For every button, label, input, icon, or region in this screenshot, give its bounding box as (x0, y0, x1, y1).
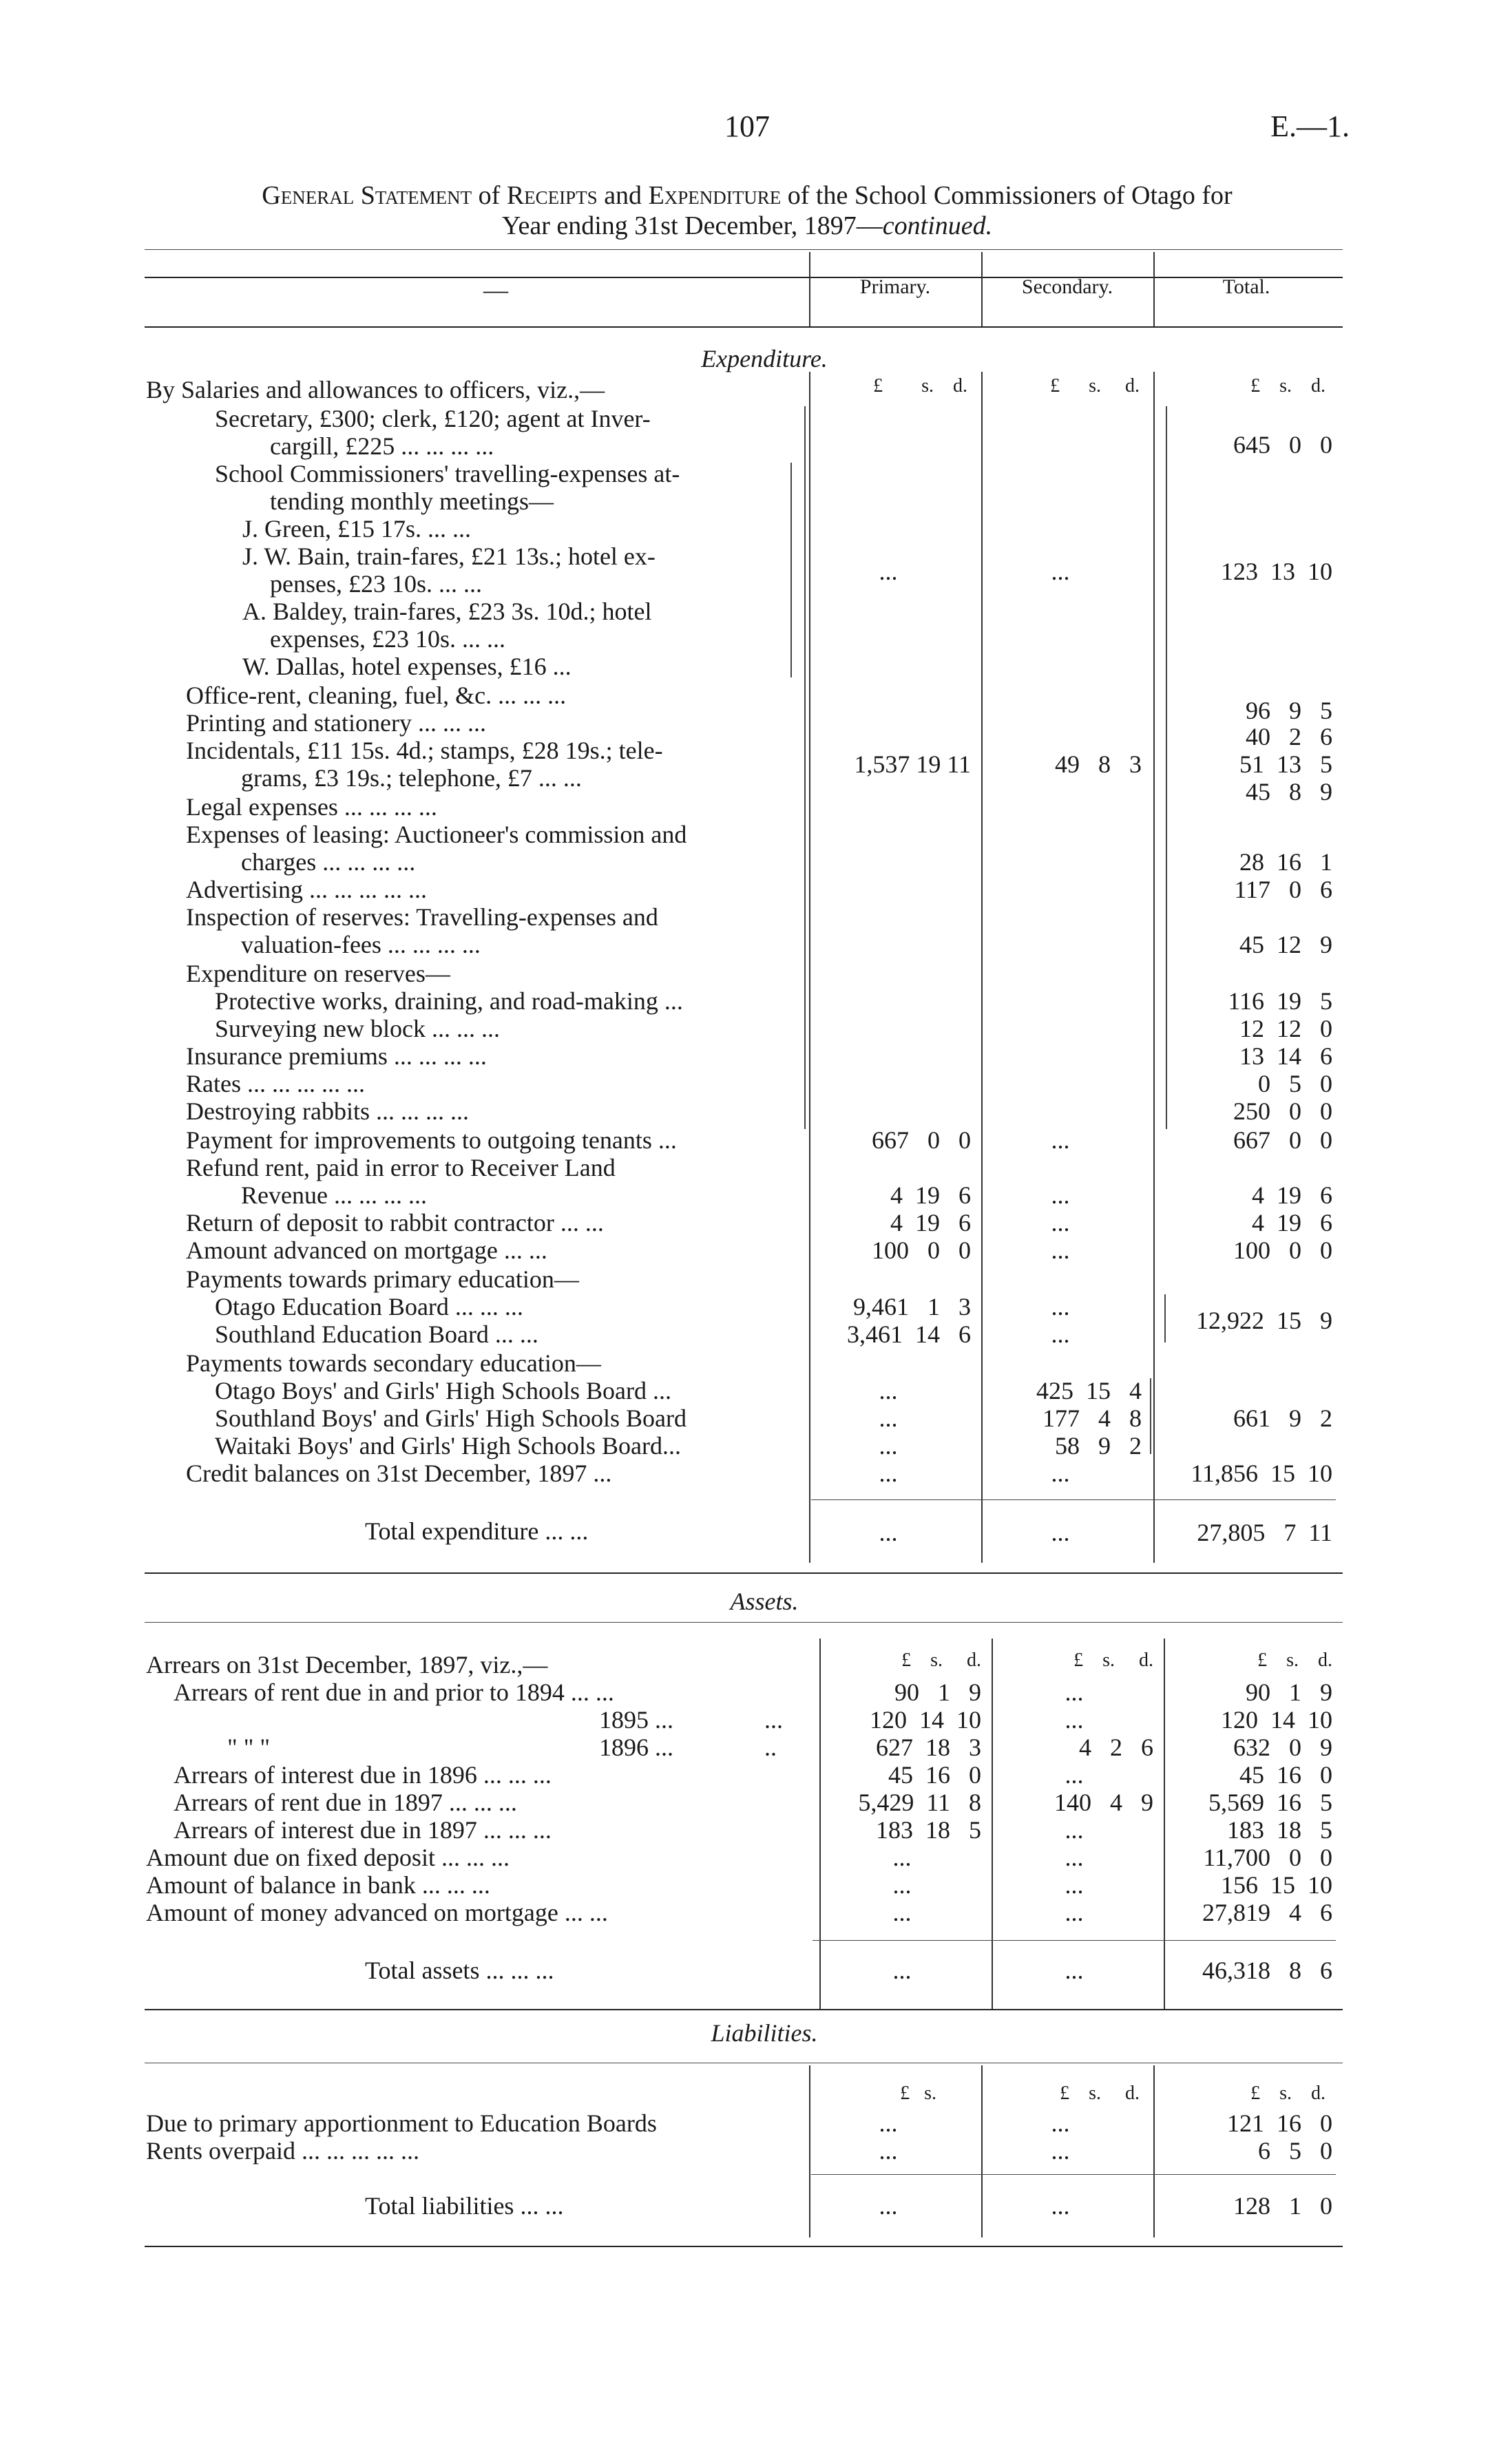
exp-primary-otago-board: 9,461 1 3 (853, 1293, 971, 1320)
assets-primary-bank: ... (892, 1871, 912, 1899)
column-head-total: Total. (1222, 275, 1270, 298)
exp-secondary-otago-board: ... (1051, 1293, 1070, 1320)
assets-secondary-interest-1897: ... (1065, 1816, 1084, 1844)
currency-total-exp (1157, 375, 1325, 397)
pound-symbol: £ (901, 1650, 912, 1671)
currency-primary-liab (813, 2083, 936, 2105)
assets-line-09: Amount of balance in bank ... ... ... (146, 1871, 490, 1899)
exp-line-32: Amount advanced on mortgage ... ... (186, 1236, 547, 1264)
vline-exp-2 (981, 372, 983, 1563)
assets-line-06: Arrears of rent due in 1897 ... ... ... (174, 1789, 517, 1816)
page-header (145, 109, 1350, 150)
assets-secondary-mortgage: ... (1065, 1899, 1084, 1926)
assets-primary-fixed: ... (892, 1844, 912, 1871)
page-number: 107 (724, 109, 770, 143)
currency-primary-exp (813, 375, 967, 397)
exp-line-17: Expenses of leasing: Auctioneer's commission and (186, 821, 687, 848)
title-part1: General Statement (262, 181, 472, 210)
liab-primary-rents: ... (879, 2137, 898, 2165)
vline-liab-3 (1153, 2065, 1155, 2237)
vline-exp-3 (1153, 372, 1155, 1563)
exp-total-mortgage: 100 0 0 (1233, 1236, 1332, 1264)
assets-secondary-interest-1896: ... (1065, 1761, 1084, 1789)
exp-line-18: charges ... ... ... ... (241, 848, 416, 876)
pound-symbol: £ (1050, 375, 1060, 397)
exp-total-total: 27,805 7 11 (1197, 1519, 1332, 1546)
exp-total-legal: 45 8 9 (1246, 778, 1332, 805)
exp-line-24: Surveying new block ... ... ... (215, 1015, 500, 1042)
assets-secondary-1894: ... (1065, 1678, 1084, 1706)
assets-total-bank: 156 15 10 (1221, 1871, 1332, 1899)
pence-symbol: d. (967, 1650, 981, 1671)
shilling-symbol: s. (921, 375, 934, 397)
exp-line-39: Waitaki Boys' and Girls' High Schools Board... (215, 1432, 682, 1460)
assets-total-1894: 90 1 9 (1246, 1678, 1332, 1706)
liab-primary-due: ... (879, 2109, 898, 2137)
pound-symbol: £ (873, 375, 883, 397)
exp-line-12: Office-rent, cleaning, fuel, &c. ... ... ... (186, 682, 567, 709)
liab-secondary-total: ... (1051, 2192, 1070, 2220)
exp-line-38: Southland Boys' and Girls' High Schools Board (215, 1404, 687, 1432)
brace-travel-block (784, 463, 792, 677)
vline-head-2 (981, 252, 983, 326)
vline-liab-1 (809, 2065, 810, 2237)
liab-line-01: Due to primary apportionment to Education Boards (146, 2109, 657, 2137)
exp-primary-travel-dots: ... (879, 558, 898, 585)
vline-liab-2 (981, 2065, 983, 2237)
shilling-symbol: s. (1089, 375, 1101, 397)
exp-total-rabbits: 250 0 0 (1233, 1097, 1332, 1125)
exp-line-20: Inspection of reserves: Travelling-expenses and (186, 903, 658, 931)
brace-primary-ed (1159, 1294, 1166, 1342)
exp-secondary-otago-hs: 425 15 4 (1036, 1377, 1142, 1404)
shilling-symbol: s. (1279, 375, 1292, 397)
exp-total-inspection: 45 12 9 (1239, 931, 1332, 958)
exp-line-31: Return of deposit to rabbit contractor ... ... (186, 1209, 604, 1236)
assets-total-1895: 120 14 10 (1221, 1706, 1332, 1734)
exp-line-28: Payment for improvements to outgoing tenants ... (186, 1126, 677, 1154)
rule-assets-top (145, 1622, 1343, 1623)
assets-line-10: Amount of money advanced on mortgage ... ... (146, 1899, 608, 1926)
rule-exp-end (145, 1572, 1343, 1574)
exp-line-09: A. Baldey, train-fares, £23 3s. 10d.; hotel (242, 598, 652, 625)
exp-secondary-block: 49 8 3 (1055, 750, 1142, 778)
exp-primary-refund: 4 19 6 (890, 1181, 971, 1209)
assets-line-01: Arrears on 31st December, 1897, viz.,— (146, 1651, 548, 1678)
exp-total-printing: 40 2 6 (1246, 723, 1332, 750)
exp-total-travel: 123 13 10 (1221, 558, 1332, 585)
title-part4: and (597, 181, 649, 210)
exp-line-33: Payments towards primary education— (186, 1265, 579, 1293)
liab-total-due: 121 16 0 (1227, 2109, 1332, 2137)
pence-symbol: d. (1311, 2083, 1325, 2104)
section-assets: Assets. (730, 1588, 799, 1615)
exp-secondary-southland-hs: 177 4 8 (1042, 1404, 1142, 1432)
exp-line-35: Southland Education Board ... ... (215, 1320, 538, 1348)
rule-head-bottom (145, 326, 1343, 328)
exp-primary-total: ... (879, 1519, 898, 1546)
assets-primary-interest-1896: 45 16 0 (888, 1761, 981, 1789)
section-expenditure: Expenditure. (701, 345, 828, 372)
currency-secondary-exp (985, 375, 1140, 397)
exp-secondary-total: ... (1051, 1519, 1070, 1546)
shilling-symbol: s. (924, 2083, 936, 2104)
currency-primary-assets (823, 1650, 981, 1672)
assets-line-04a: " " " (227, 1734, 271, 1761)
assets-total-total: 46,318 8 6 (1202, 1957, 1332, 1984)
pence-symbol: d. (1125, 375, 1140, 397)
vline-head-1 (809, 252, 810, 326)
rule-top (145, 249, 1343, 250)
document-title (145, 180, 1350, 241)
assets-total-interest-1896: 45 16 0 (1239, 1761, 1332, 1789)
title-part5: Expenditure (648, 181, 782, 210)
title-part3: Receipts (506, 181, 598, 210)
assets-line-03a: 1895 ... (599, 1706, 673, 1734)
pence-symbol: d. (1139, 1650, 1153, 1671)
assets-total-1896: 632 0 9 (1233, 1734, 1332, 1761)
exp-line-34: Otago Education Board ... ... ... (215, 1293, 523, 1320)
exp-line-13: Printing and stationery ... ... ... (186, 709, 486, 737)
shilling-symbol: s. (1089, 2083, 1101, 2104)
page-reference: E.—1. (1270, 109, 1350, 143)
exp-line-40: Credit balances on 31st December, 1897 ... (186, 1460, 612, 1487)
assets-secondary-bank: ... (1065, 1871, 1084, 1899)
currency-secondary-liab (985, 2083, 1140, 2105)
exp-line-07: J. W. Bain, train-fares, £21 13s.; hotel ex- (242, 543, 656, 570)
pence-symbol: d. (1125, 2083, 1140, 2104)
exp-total-primary-ed: 12,922 15 9 (1196, 1307, 1332, 1334)
rule-liab-end (145, 2246, 1343, 2247)
assets-total-label: Total assets ... ... ... (365, 1957, 554, 1984)
exp-line-21: valuation-fees ... ... ... ... (241, 931, 481, 958)
shilling-symbol: s. (1286, 1650, 1299, 1671)
exp-secondary-refund: ... (1051, 1181, 1070, 1209)
pence-symbol: d. (1318, 1650, 1332, 1671)
assets-line-02: Arrears of rent due in and prior to 1894 ... ... (174, 1678, 614, 1706)
pound-symbol: £ (1250, 2083, 1261, 2104)
exp-total-advertising: 117 0 6 (1234, 876, 1332, 903)
assets-primary-interest-1897: 183 18 5 (876, 1816, 981, 1844)
column-head-primary: Primary. (859, 275, 931, 298)
vline-head-3 (1153, 252, 1155, 326)
pound-symbol: £ (900, 2083, 910, 2104)
exp-total-rates: 0 5 0 (1258, 1070, 1332, 1097)
exp-primary-southland-hs: ... (879, 1404, 898, 1432)
exp-total-salaries: 645 0 0 (1233, 431, 1332, 459)
exp-line-37: Otago Boys' and Girls' High Schools Board ... (215, 1377, 671, 1404)
pound-symbol: £ (1250, 375, 1261, 397)
liab-secondary-rents: ... (1051, 2137, 1070, 2165)
title-line2a: Year ending 31st December, 1897— (501, 211, 883, 240)
exp-line-15: grams, £3 19s.; telephone, £7 ... ... (241, 764, 582, 792)
assets-line-08: Amount due on fixed deposit ... ... ... (146, 1844, 510, 1871)
exp-line-27: Destroying rabbits ... ... ... ... (186, 1097, 469, 1125)
vline-assets-1 (819, 1639, 821, 2010)
exp-line-04: School Commissioners' travelling-expenses at- (215, 460, 680, 487)
assets-secondary-rent-1897: 140 4 9 (1054, 1789, 1153, 1816)
title-line2b: continued. (882, 211, 993, 240)
liab-total-label: Total liabilities ... ... (365, 2192, 564, 2220)
title-part2: of (472, 181, 507, 210)
exp-primary-credit: ... (879, 1460, 898, 1487)
vline-assets-3 (1164, 1639, 1165, 2010)
rule-exp-total-top (811, 1499, 1336, 1500)
liab-secondary-due: ... (1051, 2109, 1070, 2137)
assets-secondary-fixed: ... (1065, 1844, 1084, 1871)
exp-total-label: Total expenditure ... ... (365, 1517, 589, 1545)
exp-primary-deposit: 4 19 6 (890, 1209, 971, 1236)
exp-line-05: tending monthly meetings— (270, 487, 554, 515)
assets-line-04c: .. (764, 1734, 777, 1761)
exp-secondary-mortgage: ... (1051, 1236, 1070, 1264)
pence-symbol: d. (1311, 375, 1325, 397)
exp-line-08: penses, £23 10s. ... ... (270, 570, 482, 598)
vline-assets-2 (992, 1639, 993, 2010)
assets-primary-mortgage: ... (892, 1899, 912, 1926)
exp-line-10: expenses, £23 10s. ... ... (270, 625, 505, 653)
shilling-symbol: s. (1279, 2083, 1292, 2104)
exp-line-30: Revenue ... ... ... ... (241, 1181, 427, 1209)
assets-total-fixed: 11,700 0 0 (1203, 1844, 1332, 1871)
exp-line-26: Rates ... ... ... ... ... (186, 1070, 365, 1097)
exp-line-22: Expenditure on reserves— (186, 960, 450, 987)
exp-line-25: Insurance premiums ... ... ... ... (186, 1042, 487, 1070)
assets-secondary-1896: 4 2 6 (1079, 1734, 1153, 1761)
exp-secondary-deposit: ... (1051, 1209, 1070, 1236)
column-head-dash: — (483, 276, 508, 304)
exp-primary-otago-hs: ... (879, 1377, 898, 1404)
shilling-symbol: s. (930, 1650, 943, 1671)
exp-total-office: 96 9 5 (1246, 697, 1332, 724)
rule-assets-total-top (813, 1940, 1336, 1941)
exp-total-refund: 4 19 6 (1252, 1181, 1332, 1209)
exp-line-03: cargill, £225 ... ... ... ... (270, 432, 494, 460)
rule-assets-end (145, 2009, 1343, 2010)
shilling-symbol: s. (1102, 1650, 1115, 1671)
exp-line-16: Legal expenses ... ... ... ... (186, 793, 437, 821)
exp-total-leasing: 28 16 1 (1239, 848, 1332, 876)
liab-total-rents: 6 5 0 (1258, 2137, 1332, 2165)
exp-total-deposit: 4 19 6 (1252, 1209, 1332, 1236)
assets-primary-1896: 627 18 3 (876, 1734, 981, 1761)
exp-line-23: Protective works, draining, and road-making ... (215, 987, 683, 1015)
exp-line-01: By Salaries and allowances to officers, viz.,— (146, 376, 605, 403)
exp-secondary-improvements: ... (1051, 1126, 1070, 1154)
exp-line-06: J. Green, £15 17s. ... ... (242, 515, 471, 543)
assets-primary-1894: 90 1 9 (894, 1678, 981, 1706)
exp-primary-block: 1,537 19 11 (854, 750, 971, 778)
brace-secondary-ed (1144, 1378, 1151, 1454)
liab-line-02: Rents overpaid ... ... ... ... ... (146, 2137, 419, 2165)
exp-line-02: Secretary, £300; clerk, £120; agent at Inver- (215, 405, 651, 432)
currency-total-assets (1167, 1650, 1332, 1672)
assets-line-05: Arrears of interest due in 1896 ... ... ... (174, 1761, 552, 1789)
exp-primary-waitaki-hs: ... (879, 1432, 898, 1460)
exp-total-secondary-ed: 661 9 2 (1233, 1404, 1332, 1432)
exp-primary-mortgage: 100 0 0 (872, 1236, 971, 1264)
exp-secondary-southland-board: ... (1051, 1320, 1070, 1348)
brace-primary-block (792, 406, 806, 1129)
assets-secondary-1895: ... (1065, 1706, 1084, 1734)
liab-primary-total: ... (879, 2192, 898, 2220)
pence-symbol: d. (953, 375, 967, 397)
exp-line-19: Advertising ... ... ... ... ... (186, 876, 427, 903)
exp-line-14: Incidentals, £11 15s. 4d.; stamps, £28 19s.; tele- (186, 737, 663, 764)
rule-liab-total-top (811, 2174, 1336, 2175)
exp-total-surveying: 12 12 0 (1239, 1015, 1332, 1042)
assets-total-mortgage: 27,819 4 6 (1202, 1899, 1332, 1926)
assets-line-03b: ... (764, 1706, 783, 1734)
exp-line-36: Payments towards secondary education— (186, 1349, 601, 1377)
currency-secondary-assets (995, 1650, 1153, 1672)
exp-primary-southland-board: 3,461 14 6 (847, 1320, 971, 1348)
assets-primary-total: ... (892, 1957, 912, 1984)
exp-total-credit: 11,856 15 10 (1191, 1460, 1332, 1487)
assets-total-interest-1897: 183 18 5 (1227, 1816, 1332, 1844)
assets-secondary-total: ... (1065, 1957, 1084, 1984)
exp-primary-improvements: 667 0 0 (872, 1126, 971, 1154)
exp-line-29: Refund rent, paid in error to Receiver Land (186, 1154, 616, 1181)
vline-exp-1 (809, 372, 810, 1563)
liab-total-total: 128 1 0 (1233, 2192, 1332, 2220)
assets-total-rent-1897: 5,569 16 5 (1208, 1789, 1332, 1816)
exp-total-insurance: 13 14 6 (1239, 1042, 1332, 1070)
exp-line-11: W. Dallas, hotel expenses, £16 ... (242, 653, 572, 680)
assets-primary-rent-1897: 5,429 11 8 (858, 1789, 981, 1816)
exp-secondary-credit: ... (1051, 1460, 1070, 1487)
column-head-secondary: Secondary. (1021, 275, 1113, 298)
exp-secondary-travel-dots: ... (1051, 558, 1070, 585)
pound-symbol: £ (1257, 1650, 1268, 1671)
assets-primary-1895: 120 14 10 (870, 1706, 981, 1734)
exp-secondary-waitaki-hs: 58 9 2 (1055, 1432, 1142, 1460)
pound-symbol: £ (1073, 1650, 1084, 1671)
pound-symbol: £ (1060, 2083, 1070, 2104)
assets-line-04b: 1896 ... (599, 1734, 673, 1761)
assets-line-07: Arrears of interest due in 1897 ... ... ... (174, 1816, 552, 1844)
exp-total-incidentals: 51 13 5 (1239, 750, 1332, 778)
exp-total-protective: 116 19 5 (1228, 987, 1332, 1015)
exp-total-improvements: 667 0 0 (1233, 1126, 1332, 1154)
section-liabilities: Liabilities. (711, 2019, 818, 2047)
title-part6: of the School Commissioners of Otago for (781, 181, 1233, 210)
currency-total-liab (1157, 2083, 1325, 2105)
